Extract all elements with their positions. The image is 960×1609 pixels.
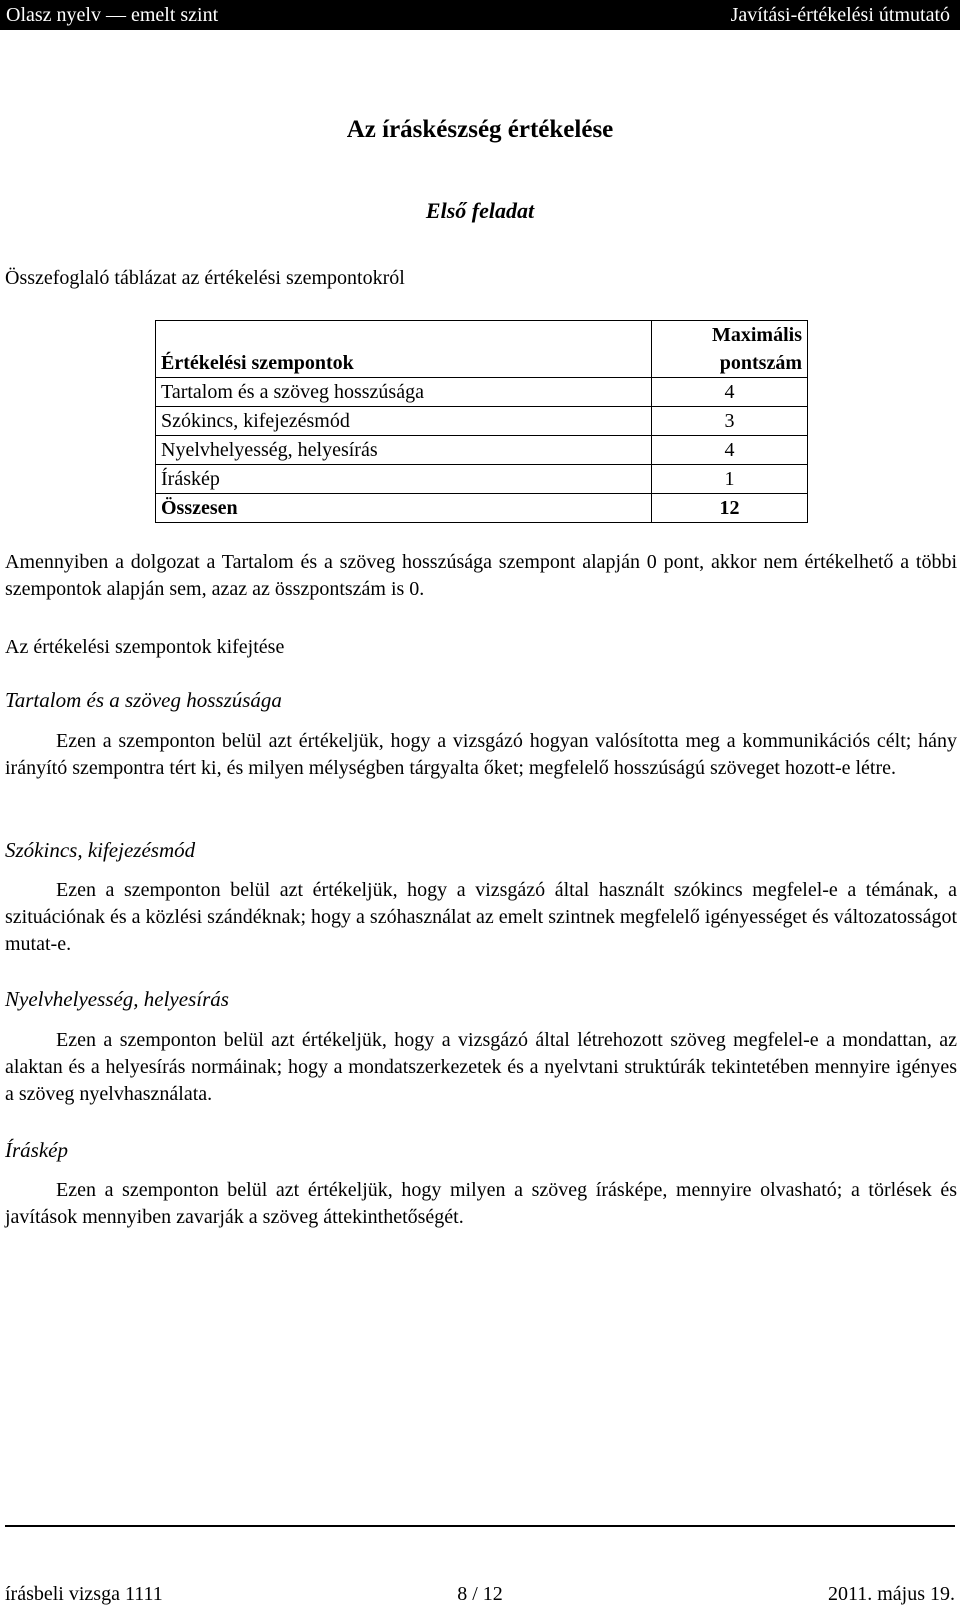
footer-exam-code: írásbeli vizsga 1111 — [5, 1583, 163, 1605]
table-row — [156, 465, 808, 494]
section-text-content: Ezen a szemponton belül azt értékeljük, hogy a vizsgázó hogyan valósította meg a kommunikációs célt; hány irányító szempontra tért ki, és milyen mélységben tárgyalta őket; megfelelő hosszúságú szöveget hozott-e létre. — [5, 730, 957, 779]
criterion-cell: Íráskép — [156, 465, 652, 494]
section-heading-grammar: Nyelvhelyesség, helyesírás — [5, 987, 229, 1011]
explanation-heading: Az értékelési szempontok kifejtése — [5, 636, 285, 658]
max-points-header-line2: pontszám — [719, 352, 802, 374]
criterion-cell: Tartalom és a szöveg hosszúsága — [156, 378, 652, 407]
max-points-header-line1: Maximális — [712, 324, 802, 346]
section-heading-vocabulary: Szókincs, kifejezésmód — [5, 838, 196, 862]
criterion-cell: Nyelvhelyesség, helyesírás — [156, 436, 652, 465]
table-header-row — [156, 321, 808, 378]
criterion-cell: Szókincs, kifejezésmód — [156, 407, 652, 436]
table-total-row — [156, 494, 808, 523]
section-heading-content: Tartalom és a szöveg hosszúsága — [5, 688, 282, 712]
points-cell: 4 — [652, 378, 808, 407]
section-text-vocabulary: Ezen a szemponton belül azt értékeljük, hogy a vizsgázó által használt szókincs megfelel-e a témának, a szituációnak és a közlési szándéknak; hogy a szóhasználat az emelt szintnek megfelelő igényességet és változatosságot mutat-e. — [5, 879, 957, 955]
max-points-column-header — [652, 321, 808, 378]
section-text-handwriting: Ezen a szemponton belül azt értékeljük, hogy milyen a szöveg írásképe, mennyire olvasható; a törlések és javítások mennyiben zavarják a szöveg áttekinthetőségét. — [5, 1179, 957, 1228]
total-label-cell: Összesen — [156, 494, 652, 523]
section-text-grammar: Ezen a szemponton belül azt értékeljük, hogy a vizsgázó által létrehozott szöveg megfelel-e a mondattan, az alaktan és a helyesírás normáinak; hogy a mondatszerkezetek és a nyelvtani struktúrák tekintetében mennyire igényes a szöveg nyelvhasználata. — [5, 1029, 957, 1105]
header-document-type: Javítási-értékelési útmutató — [730, 4, 950, 26]
total-points-cell: 12 — [652, 494, 808, 523]
task-subtitle: Első feladat — [425, 198, 535, 223]
table-row — [156, 378, 808, 407]
table-row — [156, 436, 808, 465]
points-cell: 4 — [652, 436, 808, 465]
footer-page-number: 8 / 12 — [457, 1583, 503, 1605]
section-heading-handwriting: Íráskép — [5, 1138, 68, 1162]
page-header — [0, 0, 960, 30]
page-title: Az íráskészség értékelése — [346, 116, 614, 143]
points-cell: 1 — [652, 465, 808, 494]
footer-date: 2011. május 19. — [827, 1583, 955, 1605]
header-subject: Olasz nyelv — emelt szint — [6, 4, 219, 26]
footer-divider — [5, 1525, 955, 1527]
criterion-column-header: Értékelési szempontok — [156, 321, 652, 378]
table-row — [156, 407, 808, 436]
zero-score-note: Amennyiben a dolgozat a Tartalom és a szöveg hosszúsága szempont alapján 0 pont, akkor nem értékelhető a többi szempontok alapján sem, azaz az összpontszám is 0. — [5, 551, 957, 600]
table-caption: Összefoglaló táblázat az értékelési szempontokról — [5, 267, 405, 289]
criteria-table — [155, 320, 808, 523]
points-cell: 3 — [652, 407, 808, 436]
